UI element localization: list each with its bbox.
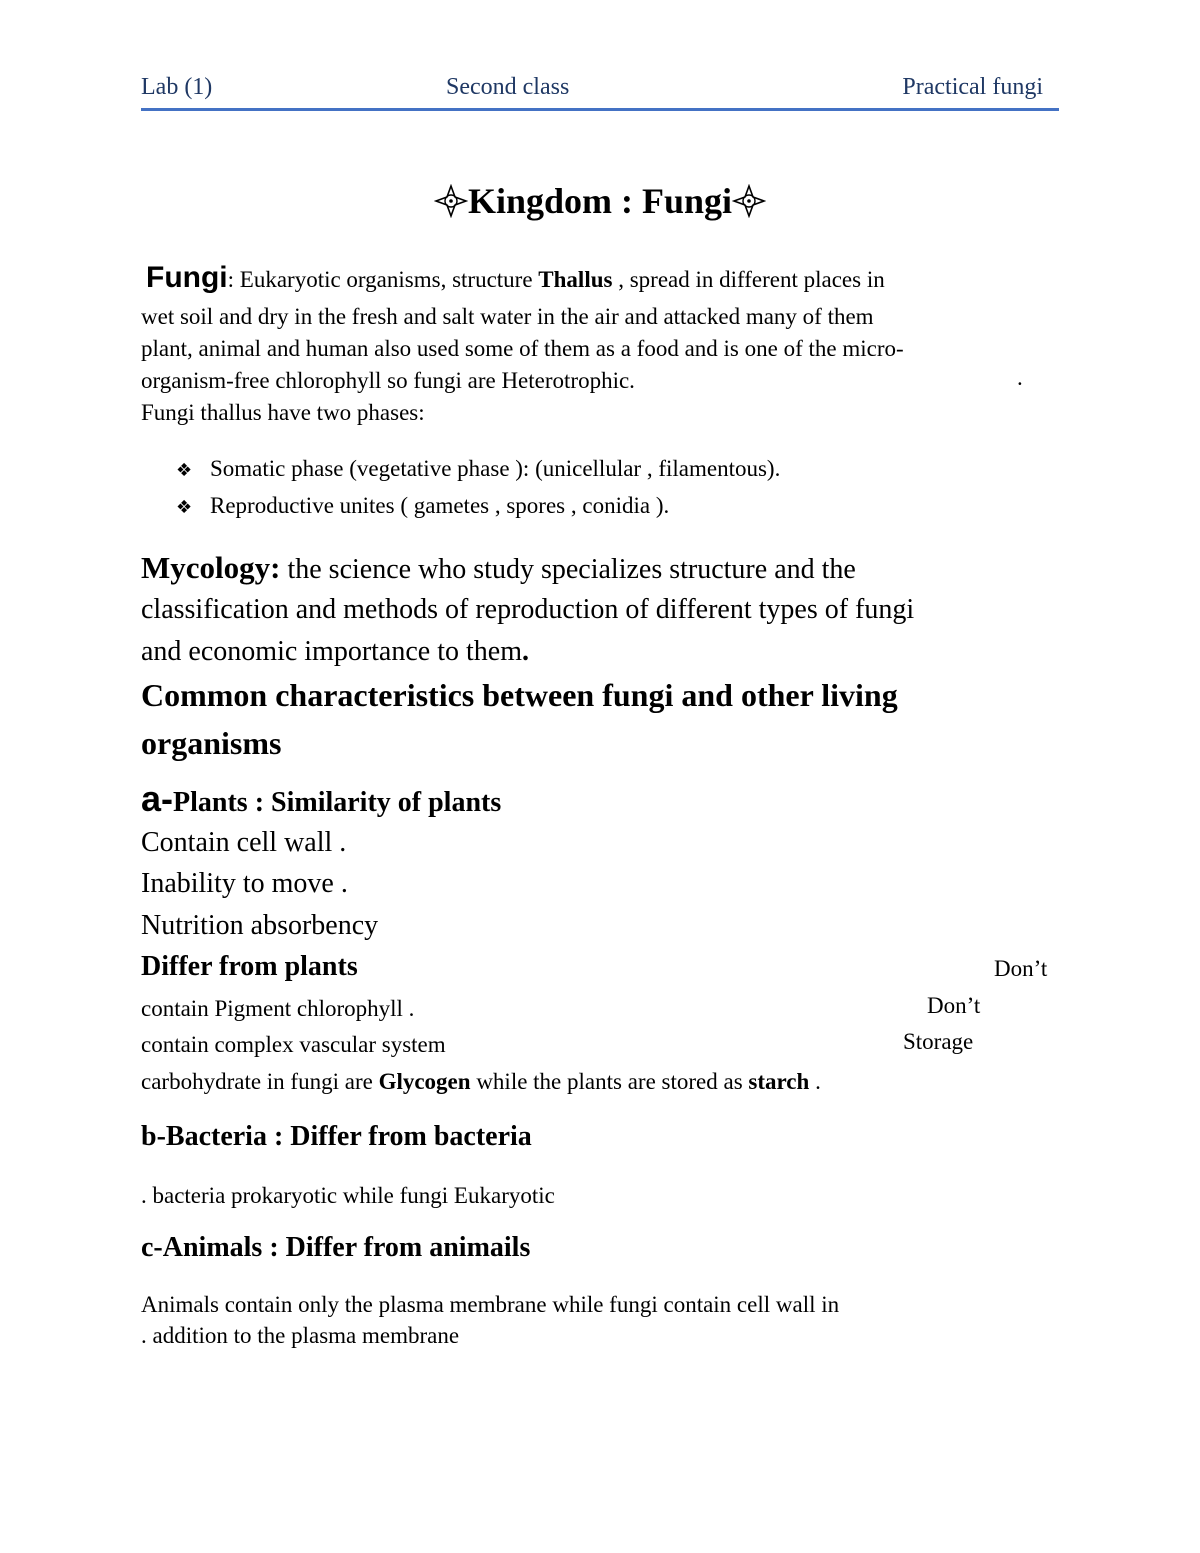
fungi-term: Fungi: [146, 261, 228, 294]
mycology-line-3: and economic importance to them.: [141, 636, 529, 667]
plants-differ-line-a: contain Pigment chlorophyll .: [141, 996, 415, 1021]
ornament-right-icon: [732, 184, 766, 218]
animals-heading: c-Animals : Differ from animails: [141, 1232, 531, 1263]
mycology-line-2: classification and methods of reproduction of different types of fungi: [141, 594, 915, 625]
diamond-bullet-icon: ❖: [176, 460, 193, 481]
page-title: [0, 180, 1200, 222]
intro-line-3: plant, animal and human also used some of them as a food and is one of the micro-: [141, 336, 904, 361]
bacteria-text: . bacteria prokaryotic while fungi Eukaryotic: [141, 1183, 555, 1208]
plants-differ-fragment-1: Don’t: [994, 956, 1048, 981]
diamond-bullet-icon: ❖: [176, 497, 193, 518]
starch-term: starch: [748, 1069, 810, 1094]
plants-differ-line-c: carbohydrate in fungi are Glycogen while the plants are stored as starch .: [141, 1069, 821, 1094]
header-right: Practical fungi: [902, 74, 1043, 100]
intro-line-5: Fungi thallus have two phases:: [141, 400, 425, 425]
plants-similarity-1: Contain cell wall .: [141, 827, 347, 858]
plants-similarity-3: Nutrition absorbency: [141, 910, 379, 941]
plants-differ-fragment-3: Storage: [903, 1029, 974, 1054]
mycology-line-1: Mycology: the science who study specializes structure and the: [141, 550, 856, 585]
header-left: Lab (1): [141, 74, 213, 100]
header-rule: [141, 108, 1059, 111]
plants-differ-fragment-2: Don’t: [927, 993, 981, 1018]
intro-line-4-dot: .: [1017, 365, 1023, 390]
common-heading-line-1: Common characteristics between fungi and other living: [141, 677, 898, 713]
title-text: Kingdom : Fungi: [467, 181, 733, 221]
ornament-left-icon: [434, 184, 468, 218]
list-item: ❖ Somatic phase (vegetative phase ): (unicellular , filamentous).: [176, 456, 781, 481]
animals-line-2: . addition to the plasma membrane: [141, 1323, 460, 1348]
plants-differ-line-b: contain complex vascular system: [141, 1032, 446, 1057]
intro-line-1: Fungi: Eukaryotic organisms, structure Thallus , spread in different places in: [146, 261, 885, 294]
plants-heading: a-Plants : Similarity of plants: [141, 778, 502, 819]
mycology-term: Mycology:: [141, 550, 281, 585]
intro-line-2: wet soil and dry in the fresh and salt water in the air and attacked many of them: [141, 304, 874, 329]
thallus-term: Thallus: [538, 267, 613, 292]
plants-differ-heading: Differ from plants: [141, 951, 358, 982]
list-item: ❖ Reproductive unites ( gametes , spores , conidia ).: [176, 493, 670, 518]
bacteria-heading: b-Bacteria : Differ from bacteria: [141, 1121, 532, 1152]
header-center: Second class: [446, 74, 570, 100]
page-header: [141, 70, 1059, 104]
intro-line-4: organism-free chlorophyll so fungi are Heterotrophic.: [141, 368, 635, 393]
common-heading-line-2: organisms: [141, 725, 282, 761]
animals-line-1: Animals contain only the plasma membrane while fungi contain cell wall in: [141, 1292, 840, 1317]
glycogen-term: Glycogen: [378, 1069, 471, 1094]
plants-similarity-2: Inability to move .: [141, 868, 348, 899]
